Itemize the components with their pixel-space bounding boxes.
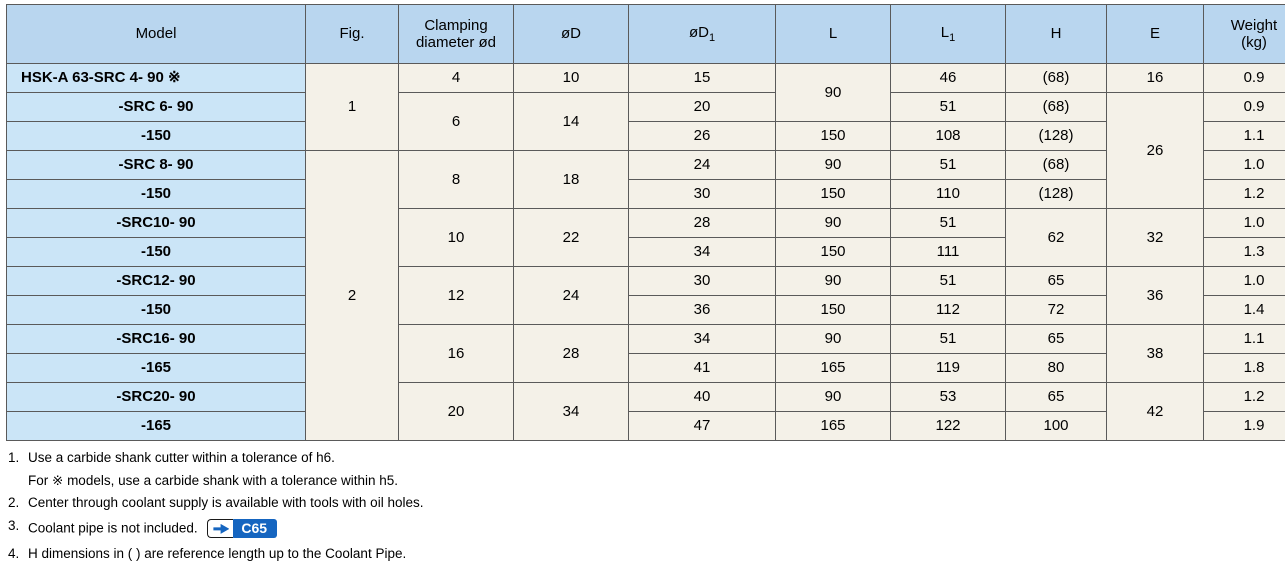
specification-table — [6, 4, 1285, 441]
note-text: Coolant pipe is not included. — [28, 519, 198, 535]
cell-l1: 51 — [891, 93, 1006, 122]
cell-e: 38 — [1107, 325, 1204, 383]
cell-h: 65 — [1006, 383, 1107, 412]
column-header-weight — [1204, 5, 1285, 64]
note-number: 3. — [8, 517, 20, 533]
column-header-model: Model — [7, 5, 306, 64]
cell-od1: 30 — [629, 180, 776, 209]
cell-l: 90 — [776, 64, 891, 122]
cell-model: -SRC20- 90 — [7, 383, 306, 412]
cell-l: 90 — [776, 209, 891, 238]
cell-clamping-diameter: 20 — [399, 383, 514, 441]
cell-od1: 30 — [629, 267, 776, 296]
note-item-1-continued: For ※ models, use a carbide shank with a tolerance within h5. — [28, 472, 398, 488]
od1-base: øD — [688, 23, 709, 41]
cell-od1: 26 — [629, 122, 776, 151]
cell-model: -SRC10- 90 — [7, 209, 306, 238]
cell-fig: 2 — [306, 151, 399, 441]
table-row — [7, 267, 1285, 296]
weight-label-line1: Weight — [1230, 16, 1278, 34]
cell-model: -150 — [7, 296, 306, 325]
cell-h: (128) — [1006, 180, 1107, 209]
table-row — [7, 412, 1285, 441]
table-row — [7, 209, 1285, 238]
cell-l1: 110 — [891, 180, 1006, 209]
cell-model: -165 — [7, 412, 306, 441]
weight-label-line2: (kg) — [1241, 34, 1267, 51]
page-reference-label: C65 — [231, 519, 277, 539]
cell-weight: 1.8 — [1204, 354, 1285, 383]
note-number: 4. — [8, 546, 20, 561]
cell-h: 65 — [1006, 325, 1107, 354]
cell-clamping-diameter: 6 — [399, 93, 514, 151]
cell-l1: 119 — [891, 354, 1006, 383]
cell-h: 65 — [1006, 267, 1107, 296]
cell-weight: 1.9 — [1204, 412, 1285, 441]
cell-weight: 1.1 — [1204, 122, 1285, 151]
clamping-label-line1: Clamping — [424, 16, 488, 34]
cell-h: 72 — [1006, 296, 1107, 325]
cell-model: HSK-A 63-SRC 4- 90 ※ — [7, 64, 306, 93]
cell-h: (68) — [1006, 151, 1107, 180]
column-header-l: L — [776, 5, 891, 64]
notes-section — [8, 451, 1279, 561]
cell-od: 14 — [514, 93, 629, 151]
cell-l: 150 — [776, 238, 891, 267]
column-header-e: E — [1107, 5, 1204, 64]
cell-l: 165 — [776, 412, 891, 441]
table-row — [7, 122, 1285, 151]
table-row — [7, 93, 1285, 122]
od1-subscript: 1 — [708, 31, 716, 44]
cell-e: 36 — [1107, 267, 1204, 325]
cell-model: -SRC12- 90 — [7, 267, 306, 296]
cell-od: 28 — [514, 325, 629, 383]
l1-base: L — [940, 23, 950, 41]
column-header-h: H — [1006, 5, 1107, 64]
cell-l1: 51 — [891, 151, 1006, 180]
cell-l: 150 — [776, 180, 891, 209]
cell-l: 90 — [776, 383, 891, 412]
cell-weight: 1.4 — [1204, 296, 1285, 325]
cell-h: 80 — [1006, 354, 1107, 383]
cell-l: 90 — [776, 267, 891, 296]
column-header-l1 — [891, 5, 1006, 64]
note-item-3 — [8, 519, 1279, 539]
table-row — [7, 354, 1285, 383]
cell-od1: 34 — [629, 238, 776, 267]
table-row — [7, 325, 1285, 354]
note-text-wrapper — [28, 519, 1279, 539]
cell-weight: 1.2 — [1204, 180, 1285, 209]
cell-l1: 51 — [891, 209, 1006, 238]
cell-od1: 41 — [629, 354, 776, 383]
note-text: Center through coolant supply is available with tools with oil holes. — [28, 495, 424, 510]
cell-model: -SRC 8- 90 — [7, 151, 306, 180]
cell-clamping-diameter: 12 — [399, 267, 514, 325]
cell-e: 32 — [1107, 209, 1204, 267]
cell-l1: 111 — [891, 238, 1006, 267]
note-item-2 — [8, 496, 1279, 510]
cell-weight: 1.1 — [1204, 325, 1285, 354]
table-body — [7, 64, 1285, 441]
cell-weight: 1.3 — [1204, 238, 1285, 267]
cell-e: 16 — [1107, 64, 1204, 93]
cell-od1: 34 — [629, 325, 776, 354]
cell-od1: 28 — [629, 209, 776, 238]
cell-e: 42 — [1107, 383, 1204, 441]
cell-od: 34 — [514, 383, 629, 441]
cell-l1: 46 — [891, 64, 1006, 93]
cell-model: -150 — [7, 238, 306, 267]
cell-h: 62 — [1006, 209, 1107, 267]
cell-h: (68) — [1006, 64, 1107, 93]
cell-weight: 1.0 — [1204, 151, 1285, 180]
cell-clamping-diameter: 8 — [399, 151, 514, 209]
cell-l: 150 — [776, 122, 891, 151]
cell-od1: 47 — [629, 412, 776, 441]
cell-h: 100 — [1006, 412, 1107, 441]
table-row — [7, 180, 1285, 209]
page-reference-link[interactable] — [207, 519, 277, 539]
cell-weight: 0.9 — [1204, 64, 1285, 93]
l1-subscript: 1 — [949, 31, 956, 44]
cell-l: 150 — [776, 296, 891, 325]
cell-model: -150 — [7, 122, 306, 151]
cell-od: 10 — [514, 64, 629, 93]
cell-model: -150 — [7, 180, 306, 209]
table-row — [7, 296, 1285, 325]
column-header-clamping-diameter — [399, 5, 514, 64]
cell-l1: 122 — [891, 412, 1006, 441]
cell-weight: 1.0 — [1204, 267, 1285, 296]
cell-l: 90 — [776, 325, 891, 354]
note-item-1 — [8, 451, 1279, 465]
header-row — [7, 5, 1285, 64]
column-header-od: øD — [514, 5, 629, 64]
cell-l1: 51 — [891, 267, 1006, 296]
cell-model: -165 — [7, 354, 306, 383]
cell-l1: 51 — [891, 325, 1006, 354]
cell-od1: 40 — [629, 383, 776, 412]
note-text: Use a carbide shank cutter within a tolerance of h6. — [28, 450, 335, 465]
cell-l1: 112 — [891, 296, 1006, 325]
table-row — [7, 64, 1285, 93]
cell-od: 22 — [514, 209, 629, 267]
cell-l1: 108 — [891, 122, 1006, 151]
cell-weight: 1.0 — [1204, 209, 1285, 238]
cell-od1: 15 — [629, 64, 776, 93]
note-item-4 — [8, 547, 1279, 561]
table-row — [7, 383, 1285, 412]
cell-l1: 53 — [891, 383, 1006, 412]
table-row — [7, 151, 1285, 180]
cell-od1: 20 — [629, 93, 776, 122]
cell-od: 18 — [514, 151, 629, 209]
cell-l: 165 — [776, 354, 891, 383]
cell-od1: 24 — [629, 151, 776, 180]
cell-h: (68) — [1006, 93, 1107, 122]
note-text: H dimensions in ( ) are reference length up to the Coolant Pipe. — [28, 546, 407, 561]
cell-model: -SRC 6- 90 — [7, 93, 306, 122]
column-header-fig: Fig. — [306, 5, 399, 64]
cell-clamping-diameter: 16 — [399, 325, 514, 383]
cell-e: 26 — [1107, 93, 1204, 209]
cell-h: (128) — [1006, 122, 1107, 151]
column-header-od1 — [629, 5, 776, 64]
cell-clamping-diameter: 4 — [399, 64, 514, 93]
cell-od1: 36 — [629, 296, 776, 325]
cell-fig: 1 — [306, 64, 399, 151]
table-header — [7, 5, 1285, 64]
cell-model: -SRC16- 90 — [7, 325, 306, 354]
pointing-hand-icon — [207, 519, 233, 538]
cell-od: 24 — [514, 267, 629, 325]
note-number: 1. — [8, 450, 20, 465]
cell-clamping-diameter: 10 — [399, 209, 514, 267]
cell-weight: 1.2 — [1204, 383, 1285, 412]
cell-weight: 0.9 — [1204, 93, 1285, 122]
note-number: 2. — [8, 495, 20, 510]
cell-l: 90 — [776, 151, 891, 180]
clamping-label-line2: diameter ød — [415, 34, 497, 51]
